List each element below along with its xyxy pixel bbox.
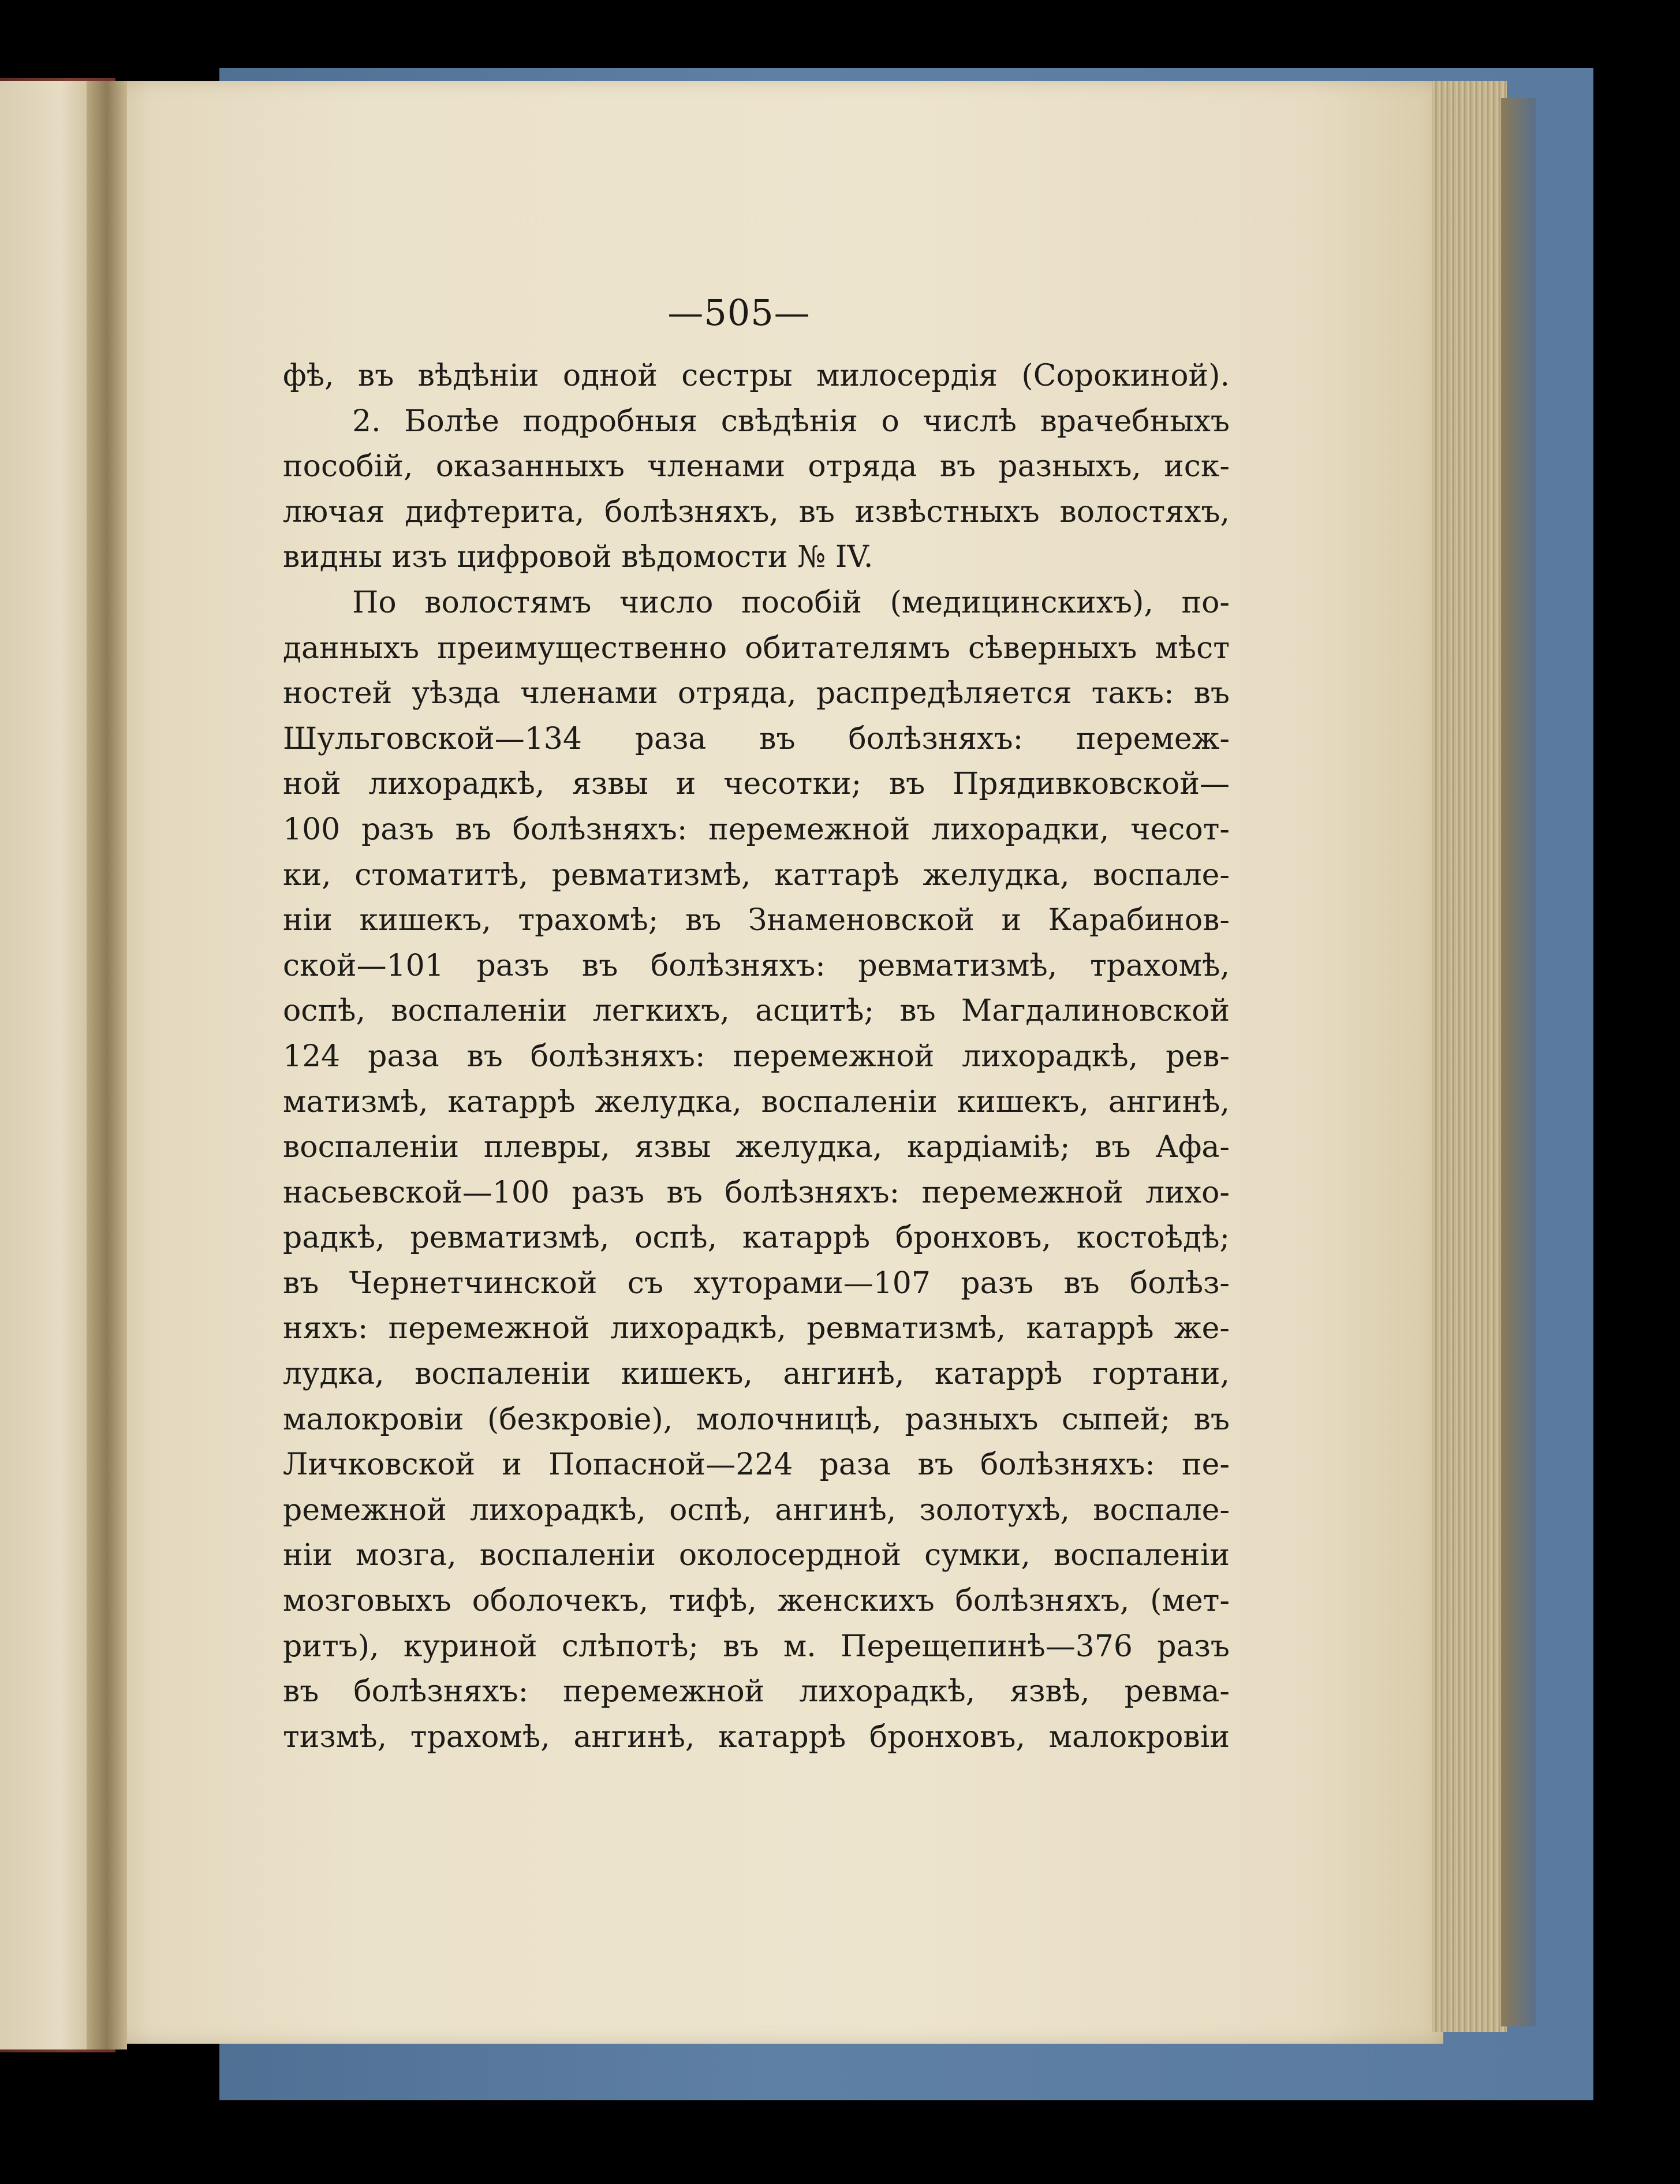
text-line: видны изъ цифровой вѣдомости № IV. <box>283 540 873 575</box>
text-line: Шульговской—134 раза въ болѣзняхъ: перемеж- <box>283 721 1230 756</box>
text-line: пособій, оказанныхъ членами отряда въ разныхъ, иск- <box>283 449 1230 484</box>
text-line: оспѣ, воспаленіи легкихъ, асцитѣ; въ Магдалиновской <box>283 994 1230 1029</box>
page-stack-edge <box>1432 81 1507 2032</box>
text-line: воспаленіи плевры, язвы желудка, кардіаміѣ; въ Афа- <box>283 1130 1230 1165</box>
text-line: въ Чернетчинской съ хуторами—107 разъ въ болѣз- <box>283 1265 1230 1301</box>
text-line: ской—101 разъ въ болѣзняхъ: ревматизмѣ, трахомѣ, <box>283 948 1230 983</box>
text-line: мозговыхъ оболочекъ, тифѣ, женскихъ болѣзняхъ, (мет- <box>283 1584 1230 1619</box>
text-line: ремежной лихорадкѣ, оспѣ, ангинѣ, золотухѣ, воспале- <box>283 1492 1230 1528</box>
text-line: матизмѣ, катаррѣ желудка, воспаленіи кишекъ, ангинѣ, <box>283 1084 1230 1119</box>
text-line: въ болѣзняхъ: перемежной лихорадкѣ, язвѣ, ревма- <box>283 1674 1230 1709</box>
text-line: ки, стоматитѣ, ревматизмѣ, каттарѣ желудка, воспале- <box>283 857 1230 893</box>
text-line: тизмѣ, трахомѣ, ангинѣ, катаррѣ бронховъ, малокровіи <box>283 1719 1230 1754</box>
page-body-text <box>283 353 1230 1760</box>
page-stack-shadow <box>1501 98 1536 2026</box>
text-line: По волостямъ число пособій (медицинскихъ), по- <box>352 585 1230 620</box>
text-line: насьевской—100 разъ въ болѣзняхъ: перемежной лихо- <box>283 1175 1230 1210</box>
text-line: радкѣ, ревматизмѣ, оспѣ, катаррѣ бронховъ, костоѣдѣ; <box>283 1220 1230 1256</box>
text-line: лудка, воспаленіи кишекъ, ангинѣ, катаррѣ гортани, <box>283 1357 1230 1392</box>
text-line: лючая дифтерита, болѣзняхъ, въ извѣстныхъ волостяхъ, <box>283 494 1230 529</box>
text-line: ритъ), куриной слѣпотѣ; въ м. Перещепинѣ—376 разъ <box>283 1629 1230 1664</box>
text-line: ностей уѣзда членами отряда, распредѣляется такъ: въ <box>283 676 1230 711</box>
left-page-edge <box>0 81 101 2049</box>
text-line: Личковской и Попасной—224 раза въ болѣзняхъ: пе- <box>283 1447 1230 1483</box>
text-line: ной лихорадкѣ, язвы и чесотки; въ Прядивковской— <box>283 767 1230 802</box>
text-line: ніи мозга, воспаленіи околосердной сумки, воспаленіи <box>283 1538 1230 1573</box>
book-gutter <box>87 81 127 2049</box>
text-line: малокровіи (безкровіе), молочницѣ, разныхъ сыпей; въ <box>283 1402 1230 1437</box>
text-line: ніи кишекъ, трахомѣ; въ Знаменовской и Карабинов- <box>283 903 1230 938</box>
text-line: 124 раза въ болѣзняхъ: перемежной лихорадкѣ, рев- <box>283 1039 1230 1074</box>
text-line: данныхъ преимущественно обитателямъ сѣверныхъ мѣст <box>283 630 1230 666</box>
text-line: 100 разъ въ болѣзняхъ: перемежной лихорадки, чесот- <box>283 812 1230 847</box>
text-line: 2. Болѣе подробныя свѣдѣнія о числѣ врачебныхъ <box>352 404 1230 439</box>
text-line: фѣ, въ вѣдѣніи одной сестры милосердія (Сорокиной). <box>283 359 1230 393</box>
page-number: —505— <box>667 292 811 334</box>
text-line: няхъ: перемежной лихорадкѣ, ревматизмѣ, катаррѣ же- <box>283 1311 1230 1346</box>
